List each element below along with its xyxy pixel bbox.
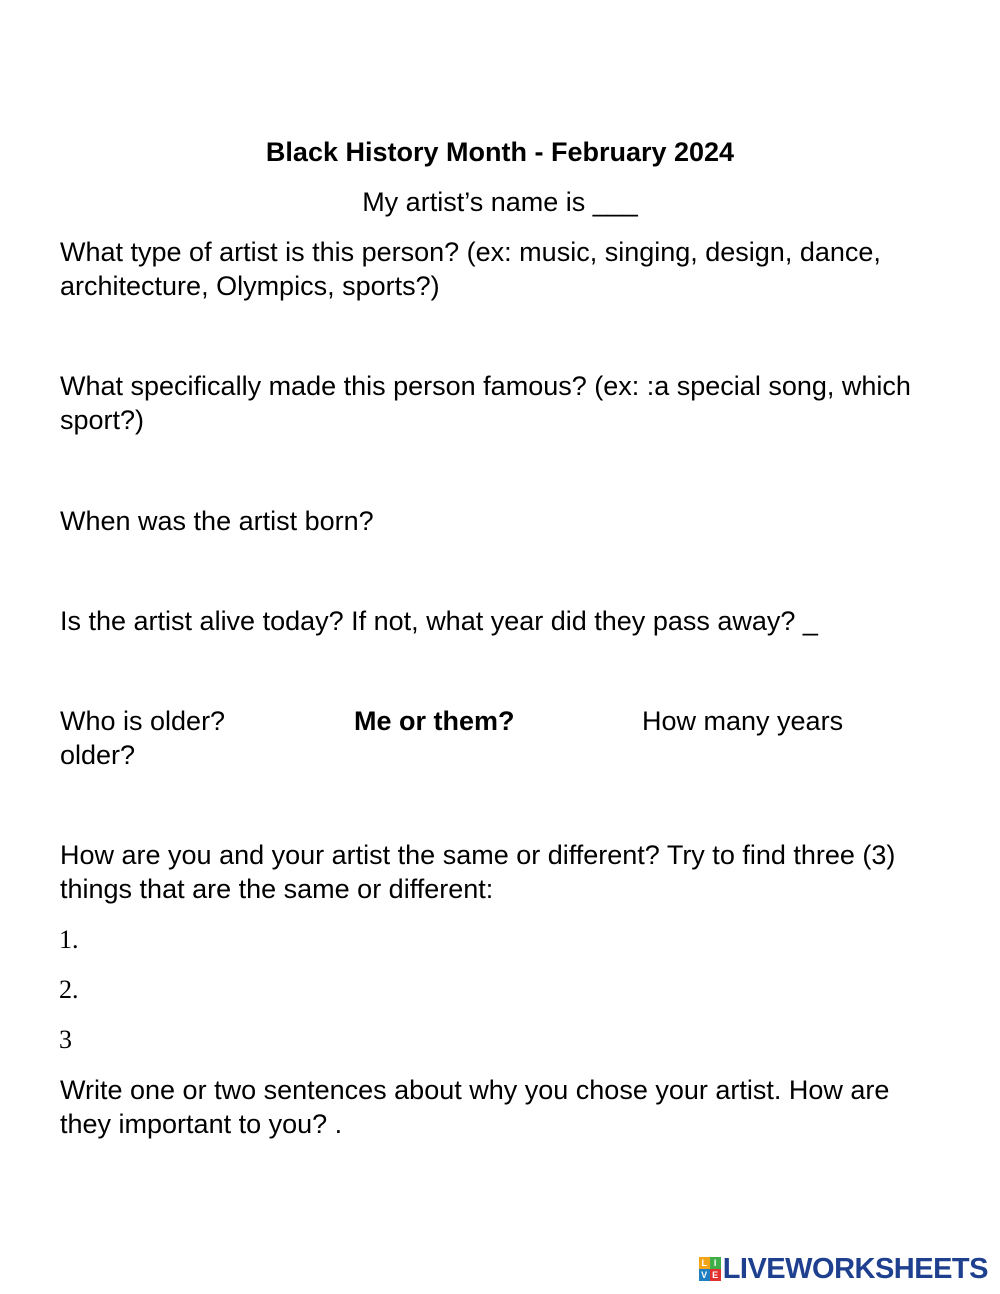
question-who-older-row xyxy=(60,704,940,738)
question-born: When was the artist born? xyxy=(60,506,374,536)
question-who-older: Who is older? xyxy=(60,706,226,736)
question-why-chose: Write one or two sentences about why you chose your artist. How are they important to you? . xyxy=(60,1075,890,1139)
question-same-different: How are you and your artist the same or different? Try to find three (3) things that are the same or different: xyxy=(60,840,896,904)
liveworksheets-logo xyxy=(699,1252,988,1286)
liveworksheets-logo-icon: L I V E xyxy=(699,1257,721,1281)
question-alive: Is the artist alive today? If not, what year did they pass away? _ xyxy=(60,606,818,636)
how-many-years-continuation: older? xyxy=(60,740,136,770)
question-famous-for: What specifically made this person famous? (ex: :a special song, which sport?) xyxy=(60,371,911,435)
me-or-them-label: Me or them? xyxy=(354,706,515,736)
list-item-2: 2. xyxy=(59,975,79,1004)
question-artist-type: What type of artist is this person? (ex: music, singing, design, dance, architecture, Olympics, sports?) xyxy=(60,237,881,301)
list-item-3: 3 xyxy=(59,1025,72,1054)
worksheet-title: Black History Month - February 2024 xyxy=(265,137,735,167)
how-many-years-label: How many years xyxy=(642,706,844,736)
list-item-1: 1. xyxy=(59,925,79,954)
artist-name-prompt: My artist’s name is ___ xyxy=(362,187,638,217)
liveworksheets-logo-text: LIVEWORKSHEETS xyxy=(722,1253,988,1285)
